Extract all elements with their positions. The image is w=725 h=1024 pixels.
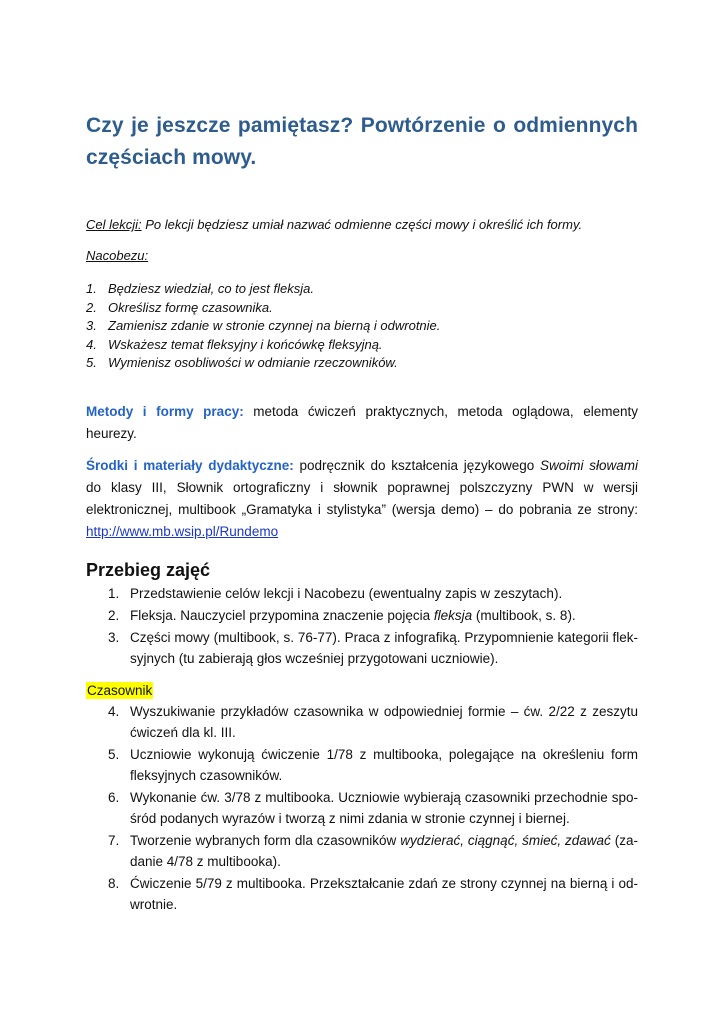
download-link[interactable]: http://www.mb.wsip.pl/Rundemo: [86, 523, 279, 539]
materials-label: Środki i materiały dydaktyczne:: [86, 457, 294, 473]
list-item: [86, 873, 638, 915]
list-item-text: Wykonanie ćw. 3/78 z multibooka. Uczniowie wybierają czasowniki przechodnie spośród podanych wyrazów i tworzą z nimi zdania w stronie czynnej i biernej.: [130, 789, 638, 826]
methods-paragraph: [86, 401, 638, 445]
list-item-number: 7.: [108, 832, 120, 848]
highlighted-label: Czasownik: [87, 682, 153, 698]
list-item-text: Uczniowie wykonują ćwiczenie 1/78 z multibooka, polegające na określeniu form fleksyjnych czasowników.: [130, 746, 638, 783]
list-item-text: [130, 830, 638, 872]
lesson-goal-text: Po lekcji będziesz umiał nazwać odmienne części mowy i określić ich formy.: [141, 217, 583, 232]
list-item-text: Zamienisz zdanie w stronie czynnej na bierną i odwrotnie.: [108, 318, 441, 333]
materials-paragraph: [86, 455, 638, 543]
steps-list-intro: [86, 583, 638, 669]
materials-text-1: podręcznik do kształcenia językowego: [293, 457, 540, 473]
list-item-text: Wyszukiwanie przykładów czasownika w odpowiedniej formie – ćw. 2/22 z zeszytu ćwiczeń dla kl. III.: [130, 703, 638, 740]
list-item-text: Będziesz wiedział, co to jest fleksja.: [108, 281, 314, 296]
list-item-number: 3.: [86, 318, 97, 333]
methods-text: metoda ćwiczeń praktycznych, metoda oglądowa, elementy heurezy.: [86, 403, 639, 441]
materials-book-title: Swoimi słowami: [540, 457, 638, 473]
nacobezu-list: [86, 280, 638, 373]
list-item-number: 8.: [108, 875, 120, 891]
section-heading: Przebieg zajęć: [86, 559, 211, 580]
methods-label: Metody i formy pracy:: [86, 403, 244, 419]
list-item-number: 1.: [108, 585, 120, 601]
list-item-text-post: (zadanie 4/78 z multibooka).: [130, 832, 638, 869]
list-item-number: 2.: [108, 607, 120, 623]
list-item: [86, 605, 638, 626]
list-item-text: Określisz formę czasownika.: [108, 299, 273, 315]
list-item-text: Wskażesz temat fleksyjny i końcówkę fleksyjną.: [108, 336, 383, 352]
list-item: [86, 744, 638, 786]
list-item-text-post: (multibook, s. 8).: [472, 607, 576, 623]
steps-list-verb: [86, 701, 638, 915]
list-item-term: fleksja: [433, 607, 473, 623]
list-item: [86, 830, 638, 872]
lesson-goal-label: Cel lekcji:: [86, 217, 142, 232]
page-title: Czy je jeszcze pamiętasz? Powtórzenie o odmiennych częściach mowy.: [86, 114, 638, 169]
list-item: [86, 336, 638, 355]
list-item-text: Wymienisz osobliwości w odmianie rzeczowników.: [108, 355, 398, 370]
list-item: [86, 583, 638, 604]
list-item-number: 6.: [108, 789, 120, 805]
list-item-number: 2.: [86, 299, 97, 315]
list-item-text-pre: Tworzenie wybranych form dla czasowników: [130, 832, 401, 848]
nacobezu-label: Nacobezu:: [86, 248, 149, 263]
list-item-number: 1.: [86, 281, 97, 296]
list-item-text: Ćwiczenie 5/79 z multibooka. Przekształcanie zdań ze strony czynnej na bierną i odwrotnie.: [130, 875, 638, 912]
list-item: [86, 701, 638, 743]
list-item-number: 3.: [108, 629, 120, 645]
list-item-number: 4.: [86, 336, 97, 352]
list-item-text: Części mowy (multibook, s. 76-77). Praca z infografiką. Przypomnienie kategorii fleksyjnych (tu zabierają głos wcześniej przygotowani uczniowie).: [130, 629, 638, 666]
list-item: [86, 627, 638, 669]
list-item-number: 4.: [108, 703, 120, 719]
list-item-text-pre: Fleksja. Nauczyciel przypomina znaczenie pojęcia: [130, 607, 434, 623]
list-item-number: 5.: [86, 355, 97, 370]
verb-section-label: [86, 681, 638, 701]
list-item: [86, 299, 638, 318]
list-item: [86, 317, 638, 336]
list-item: [86, 280, 638, 299]
list-item-number: 5.: [108, 746, 120, 762]
list-item-text: Przedstawienie celów lekcji i Nacobezu (ewentualny zapis w zeszytach).: [130, 585, 563, 601]
document-page: [86, 110, 638, 916]
materials-text-2: do klasy III, Słownik ortograficzny i słownik poprawnej polszczyzny PWN w wersji elektronicznej, multibook „Gramatyka i stylistyka” (wersja demo) – do pobrania ze strony:: [86, 479, 638, 517]
list-item-text: [130, 605, 638, 626]
list-item-verbs: wydzierać, ciągnąć, śmieć, zdawać: [400, 832, 611, 848]
lesson-goal: [86, 216, 638, 234]
list-item: [86, 354, 638, 373]
list-item: [86, 787, 638, 829]
